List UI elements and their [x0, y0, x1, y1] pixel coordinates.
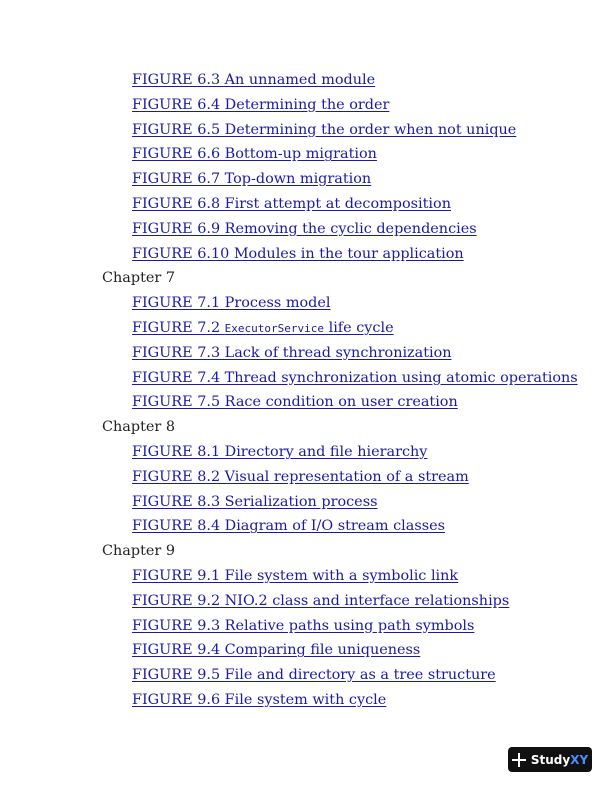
figure-link[interactable]: FIGURE 7.4 Thread synchronization using atomic operations — [132, 369, 578, 386]
figure-link[interactable]: FIGURE 6.9 Removing the cyclic dependencies — [132, 220, 477, 237]
figure-link[interactable]: FIGURE 7.5 Race condition on user creation — [132, 394, 458, 411]
figure-list-item — [102, 589, 582, 614]
figure-link[interactable]: FIGURE 8.4 Diagram of I/O stream classes — [132, 518, 446, 535]
figure-link[interactable]: FIGURE 9.5 File and directory as a tree structure — [132, 667, 496, 684]
figure-list-item — [102, 490, 582, 515]
figure-list-item — [102, 465, 582, 490]
figure-link[interactable]: FIGURE 7.1 Process model — [132, 295, 331, 312]
chapter-heading: Chapter 9 — [102, 543, 175, 560]
figure-list-item — [102, 638, 582, 663]
figure-list-item — [102, 93, 582, 118]
figure-list-item — [102, 564, 582, 589]
figure-list-item — [102, 192, 582, 217]
chapter-heading: Chapter 8 — [102, 419, 175, 436]
figure-list-item — [102, 291, 582, 316]
figure-link[interactable]: FIGURE 9.1 File system with a symbolic link — [132, 567, 459, 584]
figure-list-item — [102, 316, 582, 341]
brand-name — [531, 753, 588, 767]
figure-list-item — [102, 142, 582, 167]
brand-secondary: XY — [570, 752, 589, 767]
figure-link[interactable]: FIGURE 6.8 First attempt at decomposition — [132, 195, 451, 212]
figure-link[interactable]: FIGURE 6.7 Top-down migration — [132, 171, 372, 188]
figure-link[interactable]: FIGURE 6.10 Modules in the tour application — [132, 245, 464, 262]
figure-link[interactable]: FIGURE 6.4 Determining the order — [132, 96, 390, 113]
figure-link[interactable]: FIGURE 8.1 Directory and file hierarchy — [132, 443, 428, 460]
figure-list-item — [102, 341, 582, 366]
figure-list-item — [102, 217, 582, 242]
figure-link[interactable]: FIGURE 6.5 Determining the order when not unique — [132, 121, 517, 138]
figure-link[interactable]: FIGURE 6.3 An unnamed module — [132, 72, 376, 88]
figure-link[interactable]: FIGURE 7.3 Lack of thread synchronization — [132, 344, 452, 361]
figure-list-item — [102, 167, 582, 192]
brand-primary: Study — [530, 752, 571, 767]
studyxy-badge[interactable] — [508, 747, 592, 772]
figure-list-item — [102, 366, 582, 391]
figure-list-item — [102, 663, 582, 688]
chapter-heading: Chapter 7 — [102, 270, 175, 287]
figure-link[interactable]: FIGURE 8.2 Visual representation of a stream — [132, 468, 469, 485]
figure-link[interactable]: FIGURE 9.2 NIO.2 class and interface relationships — [132, 592, 510, 609]
figure-list-item — [102, 118, 582, 143]
figure-link-prefix: FIGURE 7.2 — [132, 319, 225, 336]
figure-link[interactable]: FIGURE 6.6 Bottom-up migration — [132, 146, 377, 163]
figure-list-item — [102, 514, 582, 539]
figure-link-code: ExecutorService — [224, 321, 325, 335]
figure-list-item — [102, 242, 582, 267]
figure-list-item — [102, 688, 582, 713]
figure-link[interactable] — [132, 320, 394, 336]
figure-list-item — [102, 440, 582, 465]
figure-link[interactable]: FIGURE 9.6 File system with cycle — [132, 691, 387, 708]
figure-link[interactable]: FIGURE 9.3 Relative paths using path symbols — [132, 617, 475, 634]
figure-list — [102, 68, 582, 713]
figure-link-suffix: life cycle — [324, 319, 394, 336]
plus-icon — [512, 753, 526, 767]
figure-list-item — [102, 68, 582, 93]
figure-link[interactable]: FIGURE 9.4 Comparing file uniqueness — [132, 642, 421, 659]
figure-list-item — [102, 390, 582, 415]
figure-link[interactable]: FIGURE 8.3 Serialization process — [132, 493, 378, 510]
figure-list-item — [102, 614, 582, 639]
